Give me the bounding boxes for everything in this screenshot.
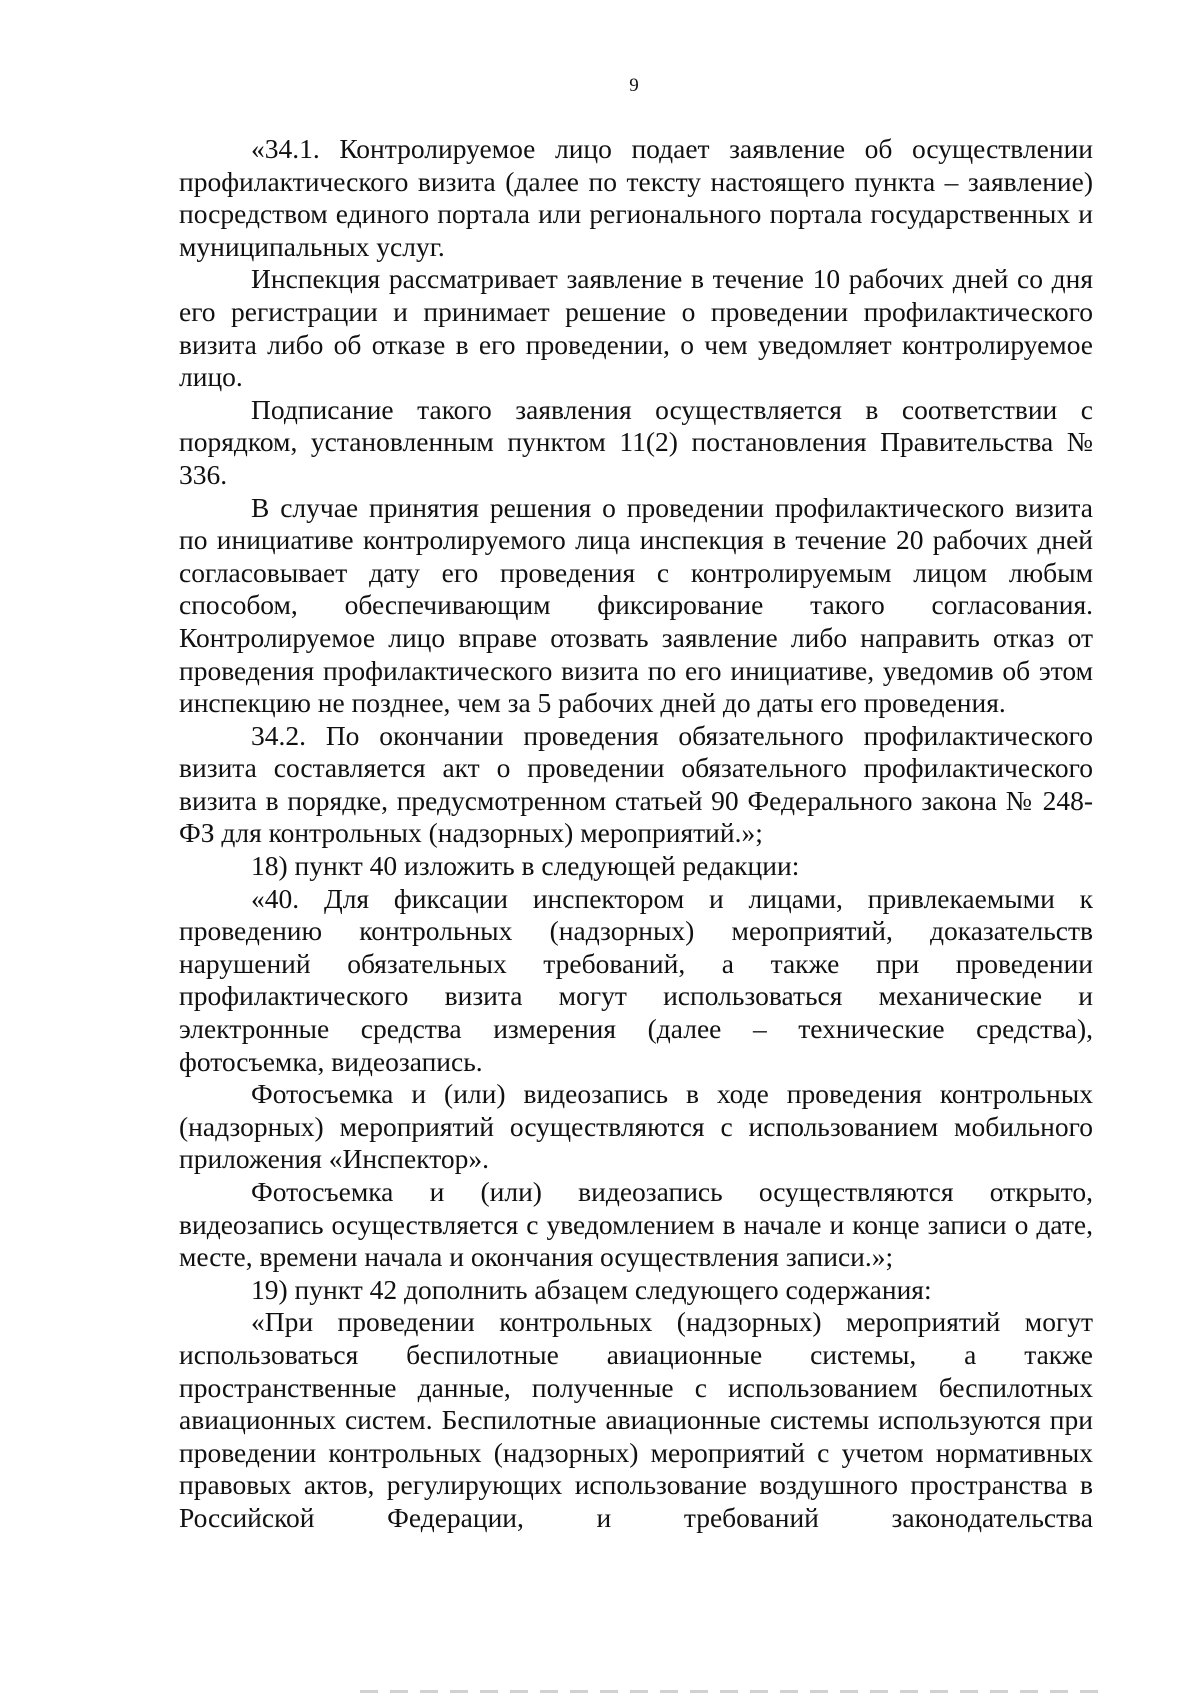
paragraph-item-18: 18) пункт 40 изложить в следующей редакции: [251, 850, 800, 882]
paragraph-34-2: 34.2. По окончании проведения обязательного профилактического визита составляется акт о проведении обязательного профилактического визита в порядке, предусмотренном статьей 90 Федерального закона № 248-ФЗ для контрольных (надзорных) мероприятий.»; [179, 719, 1093, 849]
paragraph-34-1: «34.1. Контролируемое лицо подает заявление об осуществлении профилактического визита (далее по тексту настоящего пункта – заявление) посредством единого портала или регионального портала государственных и муниципальных услуг. [179, 133, 1093, 262]
paragraph-photo-video: Фотосъемка и (или) видеозапись в ходе проведения контрольных (надзорных) мероприятий осуществляются с использованием мобильного приложения «Инспектор». [179, 1078, 1093, 1175]
paragraph-item-19: 19) пункт 42 дополнить абзацем следующего содержания: [251, 1273, 932, 1305]
paragraph-inspection-review: Инспекция рассматривает заявление в течение 10 рабочих дней со дня его регистрации и принимает решение о проведении профилактического визита либо об отказе в его проведении, о чем уведомляет контролируемое лицо. [179, 263, 1093, 393]
paragraph-initiative-visit: В случае принятия решения о проведении профилактического визита по инициативе контролируемого лица инспекция в течение 20 рабочих дней согласовывает дату его проведения с контролируемым лицом любым способом, обеспечивающим фиксирование такого согласования. Контролируемое лицо вправе отозвать заявление либо направить отказ от проведения профилактического визита по его инициативе, уведомив об этом инспекцию не позднее, чем за 5 рабочих дней до даты его проведения. [179, 491, 1093, 719]
paragraph-drones: «При проведении контрольных (надзорных) мероприятий могут использоваться беспилотные авиационные системы, а также пространственные данные, полученные с использованием беспилотных авиационных систем. Беспилотные авиационные системы используются при проведении контрольных (надзорных) мероприятий с учетом нормативных правовых актов, регулирующих использование воздушного пространства в Российской Федерации, и требований законодательства [179, 1306, 1093, 1533]
paragraph-40: «40. Для фиксации инспектором и лицами, привлекаемыми к проведению контрольных (надзорных) мероприятий, доказательств нарушений обязательных требований, а также при проведении профилактического визита могут использоваться механические и электронные средства измерения (далее – технические средства), фотосъемка, видеозапись. [179, 882, 1093, 1077]
paragraph-open-recording: Фотосъемка и (или) видеозапись осуществляются открыто, видеозапись осуществляется с уведомлением в начале и конце записи о дате, месте, времени начала и окончания осуществления записи.»; [179, 1176, 1093, 1273]
document-body [179, 133, 1093, 1535]
scan-edge-artifact [360, 1690, 1100, 1693]
page-number: 9 [629, 75, 639, 96]
paragraph-signing: Подписание такого заявления осуществляется в соответствии с порядком, установленным пунктом 11(2) постановления Правительства № 336. [179, 393, 1093, 490]
